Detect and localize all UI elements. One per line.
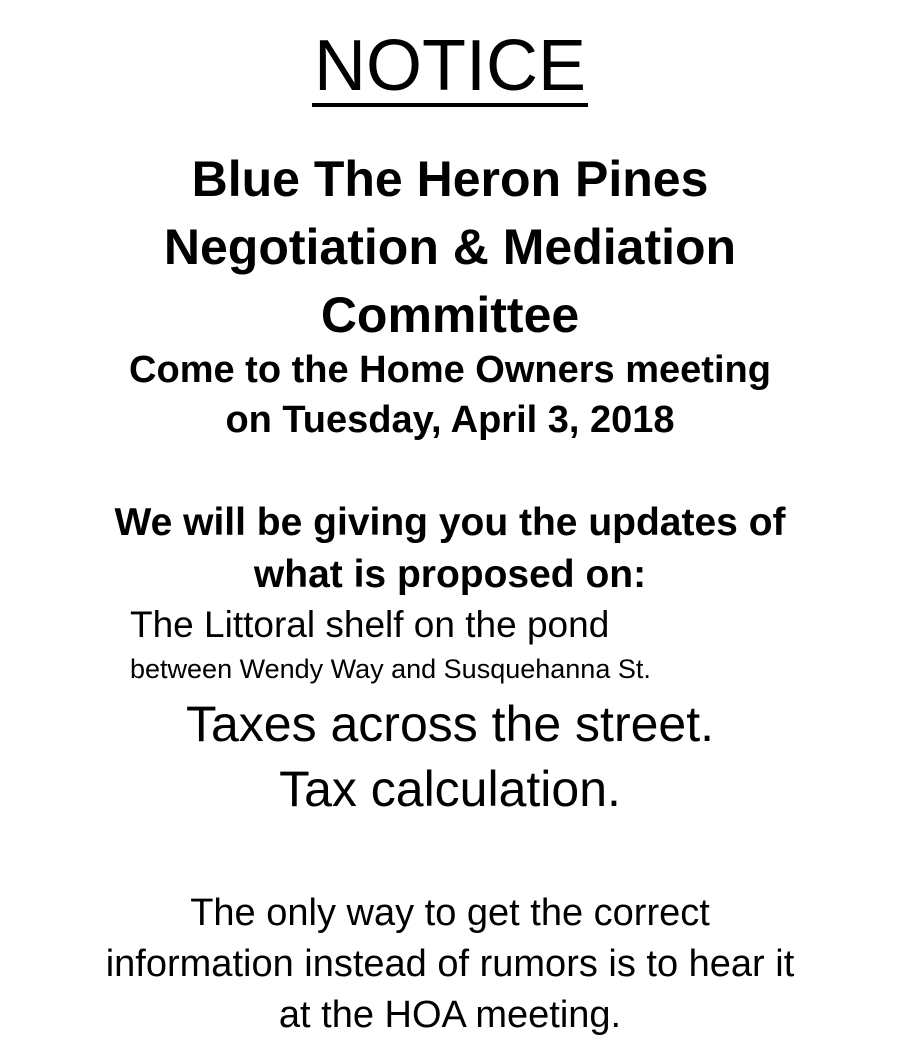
agenda-item-taxes-across-street: Taxes across the street. bbox=[185, 696, 714, 752]
agenda-item-littoral-shelf: The Littoral shelf on the pond bbox=[130, 604, 610, 645]
closing-line-2: information instead of rumors is to hear it bbox=[105, 943, 795, 985]
meeting-date-line: on Tuesday, April 3, 2018 bbox=[225, 399, 675, 441]
committee-name-line-3: Committee bbox=[320, 287, 580, 343]
meeting-invite-line-1: Come to the Home Owners meeting bbox=[129, 349, 771, 391]
closing-line-1: The only way to get the correct bbox=[190, 892, 710, 934]
notice-title bbox=[0, 26, 900, 107]
updates-intro-line-1: We will be giving you the updates of bbox=[114, 501, 786, 544]
updates-intro-line-2: what is proposed on: bbox=[253, 553, 647, 596]
committee-name-line-1: Blue The Heron Pines bbox=[191, 151, 709, 207]
agenda-item-littoral-shelf-location: between Wendy Way and Susquehanna St. bbox=[130, 654, 651, 684]
agenda-item-tax-calculation: Tax calculation. bbox=[279, 761, 621, 817]
closing-line-3: at the HOA meeting. bbox=[278, 994, 622, 1036]
committee-name-line-2: Negotiation & Mediation bbox=[163, 219, 737, 275]
notice-title-text: NOTICE bbox=[313, 26, 586, 106]
